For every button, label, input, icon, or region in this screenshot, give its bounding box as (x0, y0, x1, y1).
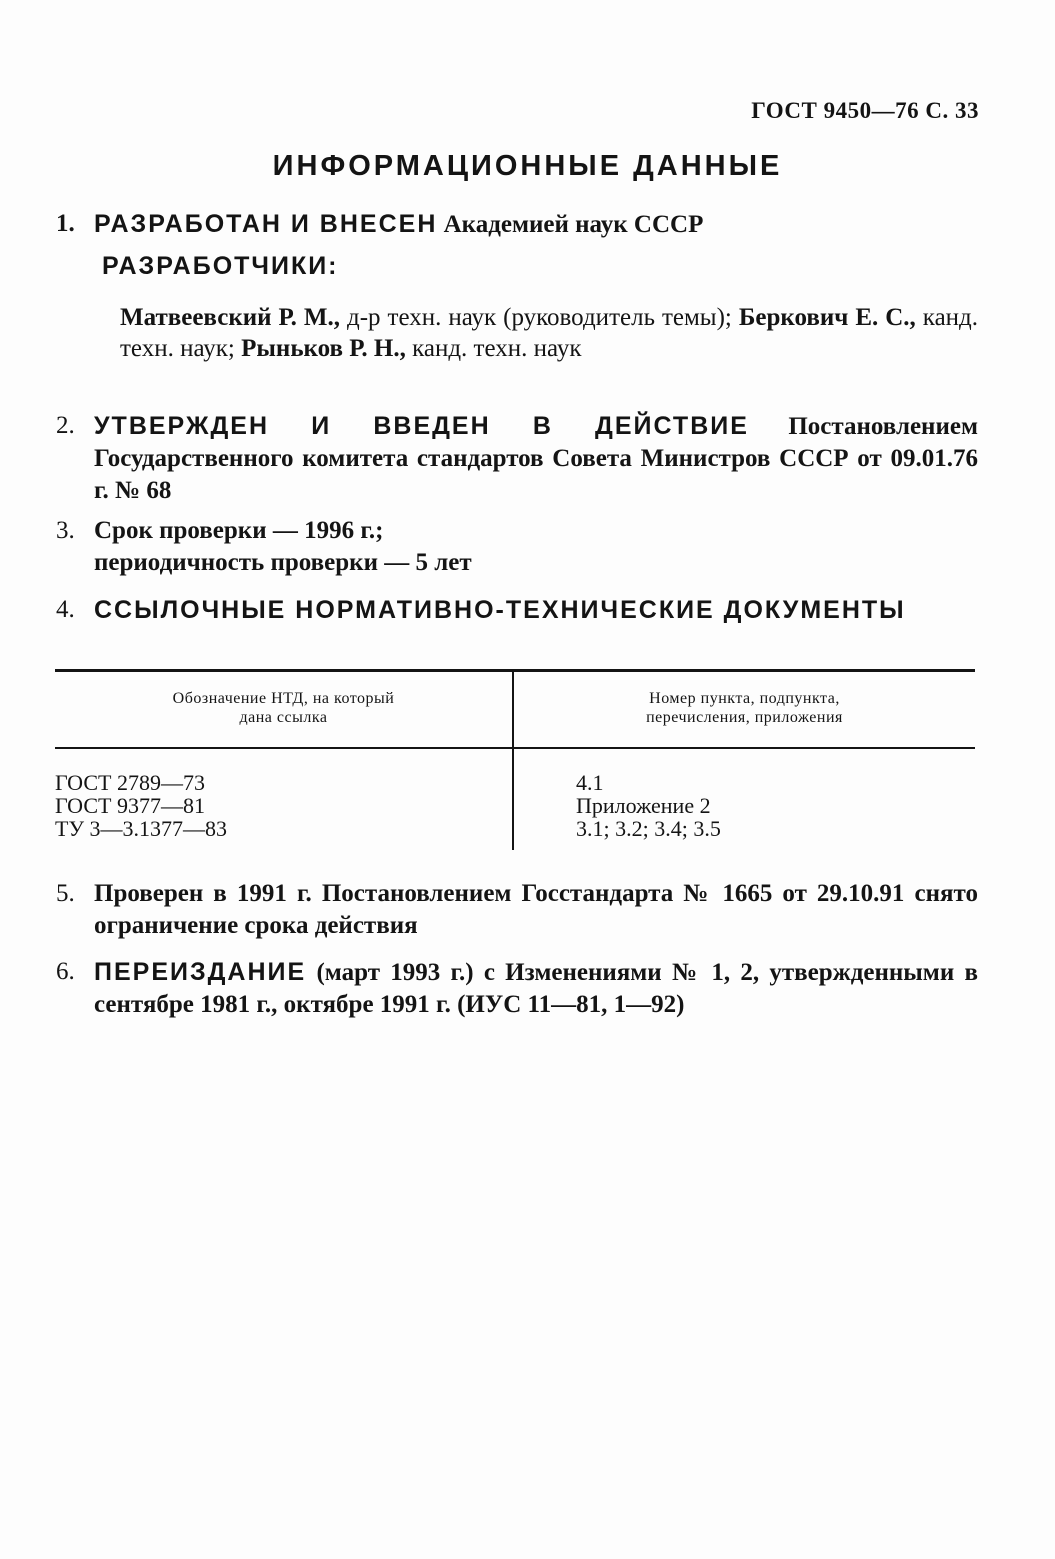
table-cell-ref: 3.1; 3.2; 3.4; 3.5 (576, 816, 721, 841)
table-body (55, 749, 975, 850)
developer-role: д-р техн. наук (руководитель темы); (340, 304, 739, 331)
developer-name: Матвеевский Р. М., (120, 304, 341, 331)
header-line: перечисления, приложения (646, 709, 843, 726)
item-3-body (94, 515, 978, 579)
item-6-text: (март 1993 г.) с Изменениями № 1, 2, утвержденными в сентябре 1981 г., октябре 1991 г. (ИУС 11—81, 1—92) (94, 959, 978, 1018)
header-line: Обозначение НТД, на который (172, 690, 395, 707)
item-2-body (94, 410, 978, 507)
header-line: Номер пункта, подпункта, (649, 690, 840, 707)
item-4-heading: ССЫЛОЧНЫЕ НОРМАТИВНО-ТЕХНИЧЕСКИЕ ДОКУМЕНТЫ (94, 596, 906, 624)
item-6-caps: ПЕРЕИЗДАНИЕ (94, 958, 307, 986)
item-1 (56, 208, 978, 241)
developer-name: Беркович Е. С., (738, 304, 916, 331)
item-5 (56, 878, 978, 942)
item-2-number: 2. (56, 412, 75, 439)
item-1-text: Академией наук СССР (437, 211, 704, 238)
table-header-ntd (55, 672, 512, 747)
table-header-ref (512, 672, 975, 747)
developer-role: канд. техн. наук; (120, 304, 979, 362)
item-6 (56, 956, 978, 1021)
item-1-body (94, 208, 978, 241)
item-3-line-1: Срок проверки — 1996 г.; (94, 517, 384, 544)
table-cell-ntd: ГОСТ 2789—73 (55, 770, 205, 795)
item-1-number: 1. (56, 210, 75, 237)
item-5-body: Проверен в 1991 г. Постановлением Госстандарта № 1665 от 29.10.91 снято ограничение срока действия (94, 880, 978, 939)
item-3-number: 3. (56, 517, 75, 544)
item-2-text: Постановлением Государственного комитета стандартов Совета Министров СССР от 09.01.76 г. № 68 (94, 413, 978, 504)
document-title: ИНФОРМАЦИОННЫЕ ДАННЫЕ (272, 150, 783, 182)
table-cell-ref: Приложение 2 (576, 793, 711, 818)
item-4 (56, 594, 978, 626)
table-cell-ntd: ТУ 3—3.1377—83 (55, 816, 228, 841)
item-6-number: 6. (56, 958, 75, 985)
item-3 (56, 515, 978, 579)
developer-name: Рыньков Р. Н., (241, 335, 406, 362)
page-header: ГОСТ 9450—76 С. 33 (751, 98, 979, 123)
header-line: дана ссылка (239, 709, 328, 726)
item-5-number: 5. (56, 880, 75, 907)
table-cell-ntd: ГОСТ 9377—81 (55, 793, 205, 818)
table-column-ref (512, 749, 975, 850)
item-2-caps: УТВЕРЖДЕН И ВВЕДЕН В ДЕЙСТВИЕ (94, 412, 749, 440)
table-header-row (55, 672, 975, 747)
item-4-number: 4. (56, 596, 75, 623)
item-2 (56, 410, 978, 507)
developer-role: канд. техн. наук (405, 335, 582, 362)
item-6-body (94, 956, 978, 1021)
developers-list (120, 302, 978, 364)
reference-table (55, 669, 975, 850)
developers-heading: РАЗРАБОТЧИКИ: (102, 252, 339, 280)
table-column-ntd (55, 749, 512, 850)
item-1-caps: РАЗРАБОТАН И ВНЕСЕН (94, 210, 438, 238)
item-3-line-2: периодичность проверки — 5 лет (94, 549, 472, 576)
table-cell-ref: 4.1 (576, 770, 604, 795)
